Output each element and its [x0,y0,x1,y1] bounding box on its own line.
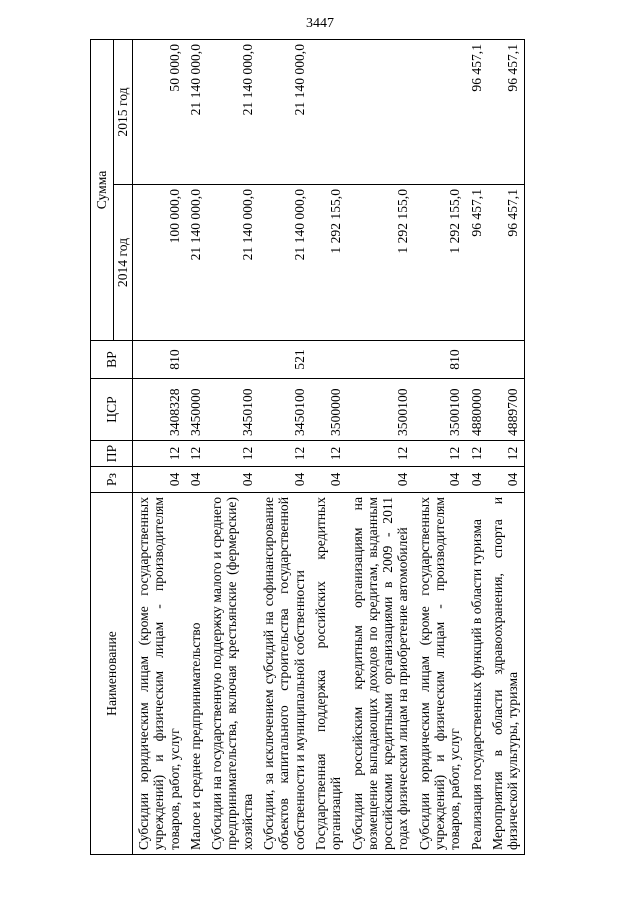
row-name: Субсидии на государственную поддержку малого и среднего предпринимательства, включая крестьянские (фермерские) хозяйства [206,493,258,855]
row-name: Малое и среднее предпринимательство [185,493,206,855]
row-name: Мероприятия в области здравоохранения, спорта и физической культуры, туризма [487,493,524,855]
row-vr [487,341,524,379]
row-pr: 12 [310,441,347,467]
table-row [133,40,185,855]
header-name: Наименование [91,493,133,855]
row-rz: 04 [466,467,487,493]
row-sum-2014: 1 292 155,0 [310,185,347,341]
row-sum-2015: 50 000,0 [133,40,185,185]
row-pr: 12 [258,441,310,467]
row-sum-2015 [414,40,466,185]
row-csr: 3408328 [133,379,185,441]
row-sum-2014: 21 140 000,0 [258,185,310,341]
row-vr [310,341,347,379]
row-sum-2014: 100 000,0 [133,185,185,341]
table-row [206,40,258,855]
header-sum: Сумма [91,40,114,341]
row-name: Субсидии юридическим лицам (кроме государственных учреждений) и физическим лицам - производителям товаров, работ, услуг [133,493,185,855]
row-csr: 3450100 [258,379,310,441]
row-sum-2015: 21 140 000,0 [185,40,206,185]
row-rz: 04 [258,467,310,493]
row-rz: 04 [347,467,414,493]
row-rz: 04 [206,467,258,493]
table-row [487,40,524,855]
row-rz: 04 [310,467,347,493]
row-sum-2015: 96 457,1 [466,40,487,185]
row-vr [206,341,258,379]
table-row [185,40,206,855]
row-sum-2015 [347,40,414,185]
budget-table-rotated [90,40,625,855]
page-number: 3447 [306,16,334,31]
row-sum-2014: 1 292 155,0 [347,185,414,341]
header-csr: ЦСР [91,379,133,441]
row-name: Государственная поддержка российских кредитных организаций [310,493,347,855]
budget-table [90,39,525,855]
row-vr [185,341,206,379]
table-row [414,40,466,855]
row-csr: 3500100 [414,379,466,441]
table-row [310,40,347,855]
row-sum-2015 [310,40,347,185]
row-rz: 04 [185,467,206,493]
row-sum-2014: 21 140 000,0 [185,185,206,341]
header-rz: Рз [91,467,133,493]
row-vr [347,341,414,379]
row-vr: 810 [414,341,466,379]
row-name: Субсидии юридическим лицам (кроме государственных учреждений) и физическим лицам - производителям товаров, работ, услуг [414,493,466,855]
row-pr: 12 [414,441,466,467]
header-vr: ВР [91,341,133,379]
table-row [347,40,414,855]
row-vr [466,341,487,379]
row-vr: 521 [258,341,310,379]
row-vr: 810 [133,341,185,379]
row-csr: 4889700 [487,379,524,441]
table-row [258,40,310,855]
row-csr: 3450100 [206,379,258,441]
header-year-2014: 2014 год [114,185,133,341]
row-pr: 12 [206,441,258,467]
row-name: Субсидии, за исключением субсидий на софинансирование объектов капитального строительства государственной собственности и муниципальной собственности [258,493,310,855]
row-csr: 4880000 [466,379,487,441]
row-pr: 12 [347,441,414,467]
row-pr: 12 [185,441,206,467]
row-name: Реализация государственных функций в области туризма [466,493,487,855]
row-rz: 04 [133,467,185,493]
row-csr: 3450000 [185,379,206,441]
header-year-2015: 2015 год [114,40,133,185]
row-pr: 12 [133,441,185,467]
header-pr: ПР [91,441,133,467]
row-csr: 3500100 [347,379,414,441]
row-sum-2015: 21 140 000,0 [258,40,310,185]
row-pr: 12 [487,441,524,467]
row-sum-2015: 21 140 000,0 [206,40,258,185]
row-pr: 12 [466,441,487,467]
row-sum-2015: 96 457,1 [487,40,524,185]
table-row [466,40,487,855]
row-name: Субсидии российским кредитным организациям на возмещение выпадающих доходов по кредитам, выданным российскими кредитными организациями в 2009 - 2011 годах физическим лицам на приобретение автомобилей [347,493,414,855]
row-sum-2014: 21 140 000,0 [206,185,258,341]
row-sum-2014: 1 292 155,0 [414,185,466,341]
row-rz: 04 [487,467,524,493]
row-sum-2014: 96 457,1 [487,185,524,341]
row-sum-2014: 96 457,1 [466,185,487,341]
row-csr: 3500000 [310,379,347,441]
row-rz: 04 [414,467,466,493]
